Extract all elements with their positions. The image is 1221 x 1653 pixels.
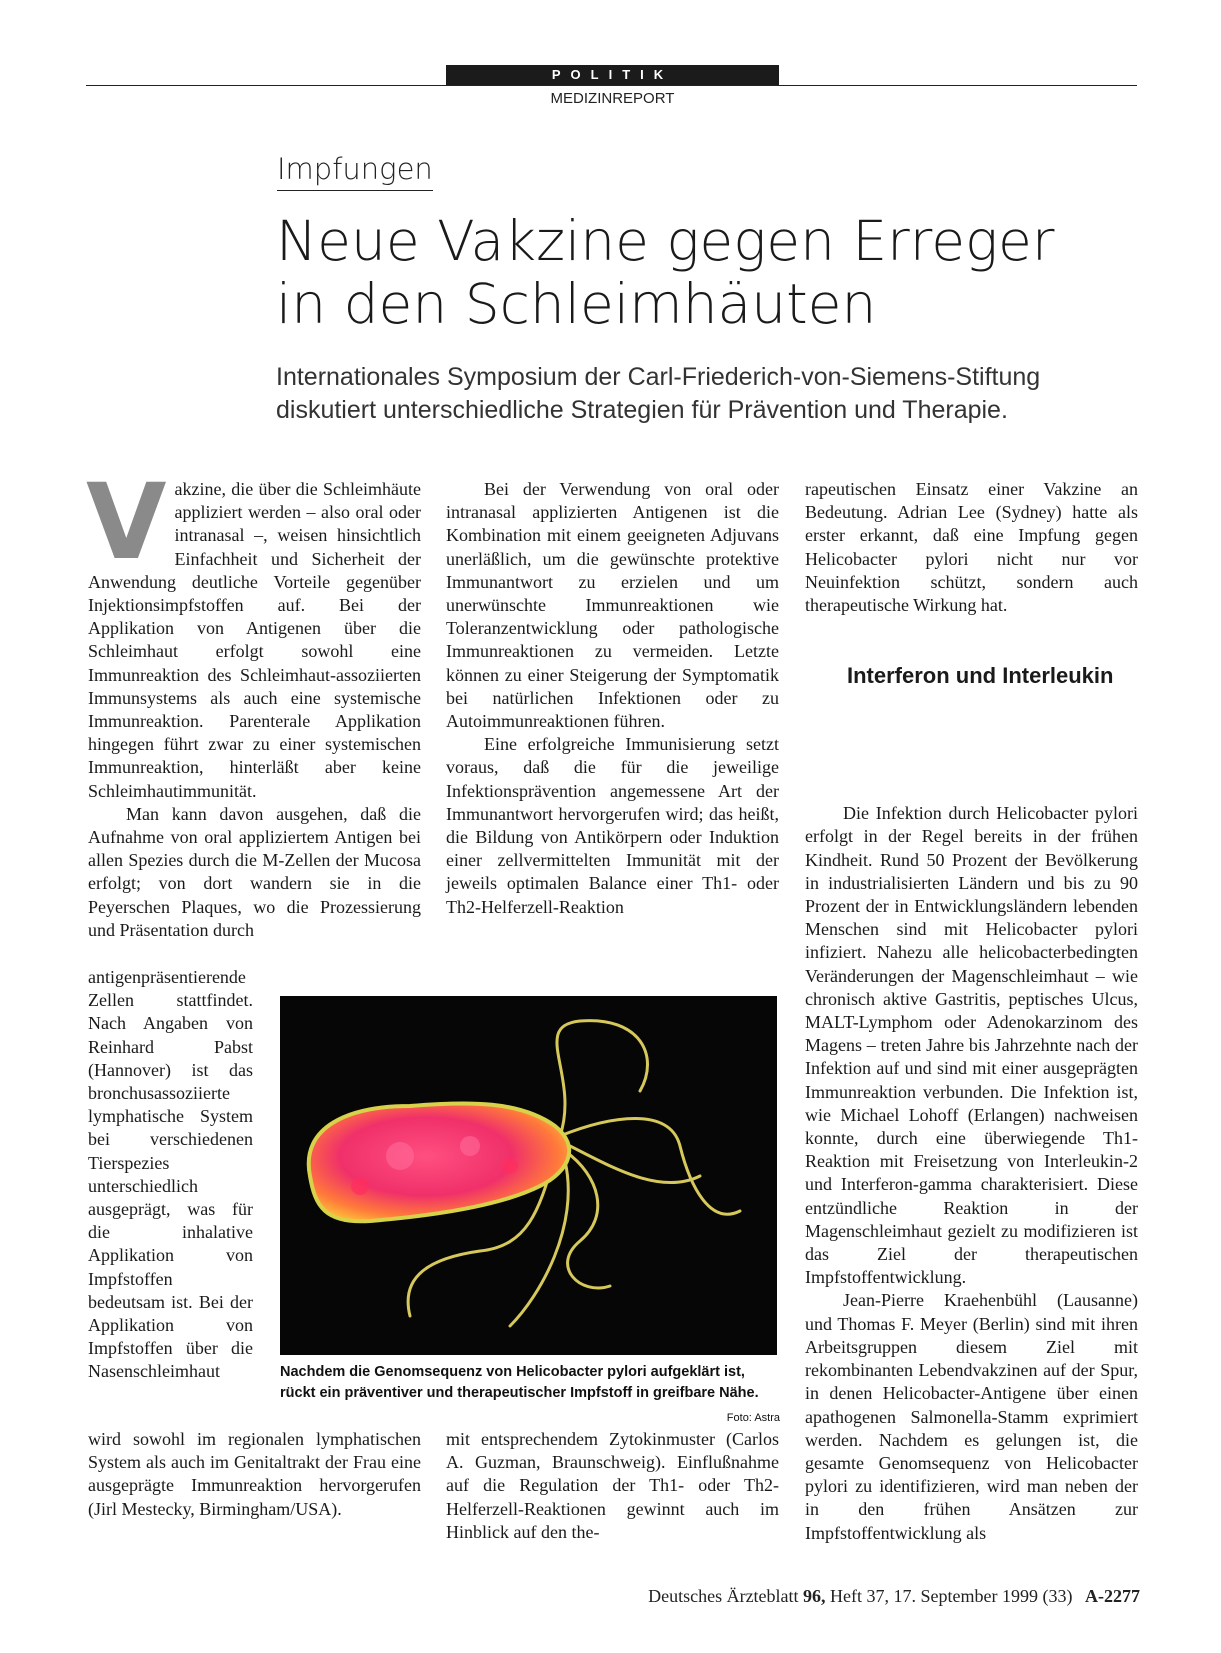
column-1 [86,461,421,942]
paragraph: wird sowohl im regionalen lymphatischen System als auch im Genitaltrakt der Frau eine ausgeprägte Immunreaktion hervorgerufen (Jirl Mestecky, Birmingham/USA). [88,1429,421,1519]
subhead-spacer [805,617,1138,802]
paragraph: antigenpräsentierende Zellen stattfindet. Nach Angaben von Reinhard Pabst (Hannover) ist das bronchusassoziierte lymphatische System bei verschiedenen Tierspezies unterschiedlich ausgeprägt, was für die inhalative Applikation von Impfstoffen bedeutsam ist. Bei der Applikation von Impfstoffen über die Nasenschleimhaut [88,967,253,1382]
paragraph: rapeutischen Einsatz einer Vakzine an Bedeutung. Adrian Lee (Sydney) hatte als erster erkannt, daß eine Impfung gegen Helicobacter pylori nicht nur vor Neuinfektion schützt, sondern auch therapeutische Wirkung hat. [805,479,1138,616]
issue-date: Heft 37, 17. September 1999 (33) [830,1586,1073,1606]
column-2 [446,478,779,919]
photo-credit: Foto: Astra [726,1412,780,1424]
paragraph: mit entsprechendem Zytokinmuster (Carlos A. Guzman, Braunschweig). Einflußnahme auf die Regulation der Th1- oder Th2-Helferzell-Reaktionen gewinnt auch im Hinblick auf den the- [446,1429,779,1542]
journal-name: Deutsches Ärzteblatt [648,1586,799,1606]
paragraph: Bei der Verwendung von oral oder intranasal applizierten Antigenen ist die Kombination mit einem geeigneten Adjuvans unerläßlich, um die gewünschte protektive Immunantwort zu erzielen und um unerwünschte Immunreaktionen wie Toleranzentwicklung oder pathologische Immunreaktionen zu vermeiden. Letzte können zu einer Steigerung der Symptomatik bei natürlichen Infektionen oder zu Autoimmunreaktionen führen. [446,479,779,732]
section-subheading: Interferon und Interleukin [847,663,1114,688]
article-kicker: Impfungen [277,152,433,191]
bacterium-illustration [280,996,777,1355]
paragraph: Die Infektion durch Helicobacter pylori erfolgt in der Regel bereits in der frühen Kindheit. Rund 50 Prozent der Bevölkerung in industrialisierten Ländern und bis zu 90 Prozent der in Entwicklungsländern lebenden Menschen sind mit Helicobacter pylori infiziert. Nahezu alle helicobacterbedingten Veränderungen der Magenschleimhaut – wie chronisch aktive Gastritis, peptisches Ulcus, MALT-Lymphom oder Adenokarzinom des Magens – treten Jahre bis Jahrzehnte nach der Infektion auf und sind mit einer ausgeprägten Immunreaktion verbunden. Die Infektion ist, wie Michael Lohoff (Erlangen) nachweisen konnte, durch eine überwiegende Th1-Reaktion mit Freisetzung von Interleukin-2 und Interferon-gamma charakterisiert. Diese entzündliche Reaktion in der Magenschleimhaut gezielt zu modifizieren ist das Ziel der therapeutischen Impfstoffentwicklung. [805,803,1138,1288]
article-deck [276,361,1126,427]
bacterium-body [309,1103,569,1221]
title-line-1: Neue Vakzine gegen Erreger [276,209,1055,273]
deck-line-2: diskutiert unterschiedliche Strategien für Prävention und Therapie. [276,396,1008,424]
deck-line-1: Internationales Symposium der Carl-Friederich-von-Siemens-Stiftung [276,363,1041,391]
column-2-bottom [446,1428,779,1544]
section-label: POLITIK [446,65,779,85]
column-3 [805,478,1138,1545]
paragraph: Jean-Pierre Kraehenbühl (Lausanne) und Thomas F. Meyer (Berlin) sind mit ihren Arbeitsgruppen diesem Ziel mit rekombinanten Lebendvakzinen auf der Spur, in denen Helicobacter-Antigene über einen apathogenen Salmonella-Stamm exprimiert werden. Nachdem es gelungen ist, die gesamte Genomsequenz von Helicobacter pylori zu identifizieren, wird man neben der in den frühen Ansätzen zur Impfstoffentwicklung als [805,1290,1138,1543]
article-title [276,210,1136,336]
figure-caption [280,1362,780,1429]
subsection-label: MEDIZINREPORT [550,90,675,107]
page-footer [560,1586,1140,1607]
drop-cap: V [86,461,167,583]
caption-text: Nachdem die Genomsequenz von Helicobacter pylori aufgeklärt ist, rückt ein präventiver und therapeutischer Impfstoff in greifbare Nähe. [280,1364,759,1401]
column-1-bottom [88,1428,421,1521]
paragraph-text: akzine, die über die Schleimhäute appliziert werden – also oral oder intranasal –, weisen hinsichtlich Einfachheit und Sicherheit der Anwendung deutliche Vorteile gegenüber Injektionsimpfstoffen auf. Bei der Applikation von Antigenen über die Schleimhaut erfolgt sowohl eine Immunreaktion des Schleimhaut-assoziierten Immunsystems als auch eine systemische Immunreaktion. Parenterale Applikation hingegen führt zwar zu einer systemischen Immunreaktion, hinterläßt aber keine Schleimhautimmunität. [88,479,421,801]
paragraph: Man kann davon ausgehen, daß die Aufnahme von oral appliziertem Antigen bei allen Spezies durch die M-Zellen der Mucosa erfolgt; von dort wandern sie in die Peyerschen Plaques, wo die Prozessierung und Präsentation durch [88,803,421,940]
header-rule [86,85,1137,86]
page-number: A-2277 [1085,1586,1140,1606]
column-1-wrap [88,966,253,1384]
paragraph: Eine erfolgreiche Immunisierung setzt voraus, daß die für die jeweilige Infektionsprävention angemessene Art der Immunantwort hervorgerufen wird; das heißt, die Bildung von Antikörpern oder Induktion einer zellvermittelten Immunität mit der jeweils optimalen Balance einer Th1- oder Th2-Helferzell-Reaktion [446,734,779,917]
title-line-2: in den Schleimhäuten [276,272,877,336]
paragraph [86,461,421,803]
volume-number: 96, [803,1586,826,1606]
bacterium-photo [280,996,777,1355]
